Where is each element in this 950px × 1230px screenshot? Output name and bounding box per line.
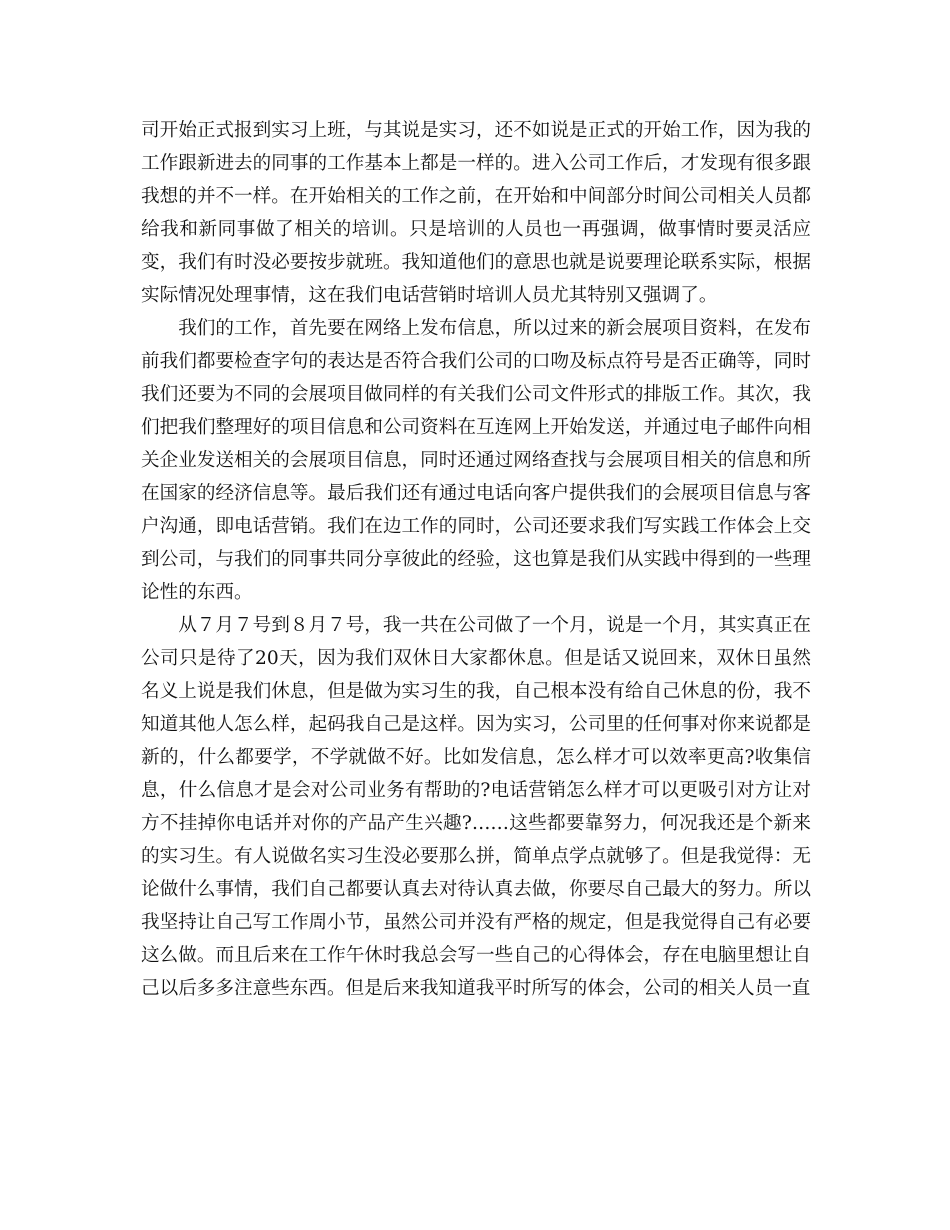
paragraph-1: 司开始正式报到实习上班，与其说是实习，还不如说是正式的开始工作，因为我的工作跟新进去的同事的工作基本上都是一样的。进入公司工作后，才发现有很多跟我想的并不一样。在开始相关的工作之前，在开始和中间部分时间公司相关人员都给我和新同事做了相关的培训。只是培训的人员也一再强调，做事情时要灵活应变，我们有时没必要按步就班。我知道他们的意思也就是说要理论联系实际，根据实际情况处理事情，这在我们电话营销时培训人员尤其特别又强调了。 [141, 120, 811, 306]
paragraph-3: 从７月７号到８月７号，我一共在公司做了一个月，说是一个月，其实真正在公司只是待了20天，因为我们双休日大家都休息。但是话又说回来，双休日虽然名义上说是我们休息，但是做为实习生的我，自己根本没有给自己休息的份，我不知道其他人怎么样，起码我自己是这样。因为实习，公司里的任何事对你来说都是新的，什么都要学，不学就做不好。比如发信息，怎么样才可以效率更高?收集信息，什么信息才是会对公司业务有帮助的?电话营销怎么样才可以更吸引对方让对方不挂掉你电话并对你的产品产生兴趣?……这些都要靠努力，何况我还是个新来的实习生。有人说做名实习生没必要那么拼，简单点学点就够了。但是我觉得：无论做什么事情，我们自己都要认真去对待认真去做，你要尽自己最大的努力。所以我坚持让自己写工作周小节，虽然公司并没有严格的规定，但是我觉得自己有必要这么做。而且后来在工作午休时我总会写一些自己的心得体会，存在电脑里想让自己以后多多注意些东西。但是后来我知道我平时所写的体会，公司的相关人员一直 [141, 615, 811, 999]
paragraph-2: 我们的工作，首先要在网络上发布信息，所以过来的新会展项目资料，在发布前我们都要检查字句的表达是否符合我们公司的口吻及标点符号是否正确等，同时我们还要为不同的会展项目做同样的有关我们公司文件形式的排版工作。其次，我们把我们整理好的项目信息和公司资料在互连网上开始发送，并通过电子邮件向相关企业发送相关的会展项目信息，同时还通过网络查找与会展项目相关的信息和所在国家的经济信息等。最后我们还有通过电话向客户提供我们的会展项目信息与客户沟通，即电话营销。我们在边工作的同时，公司还要求我们写实践工作体会上交到公司，与我们的同事共同分享彼此的经验，这也算是我们从实践中得到的一些理论性的东西。 [141, 318, 811, 603]
document-body [141, 114, 811, 1005]
